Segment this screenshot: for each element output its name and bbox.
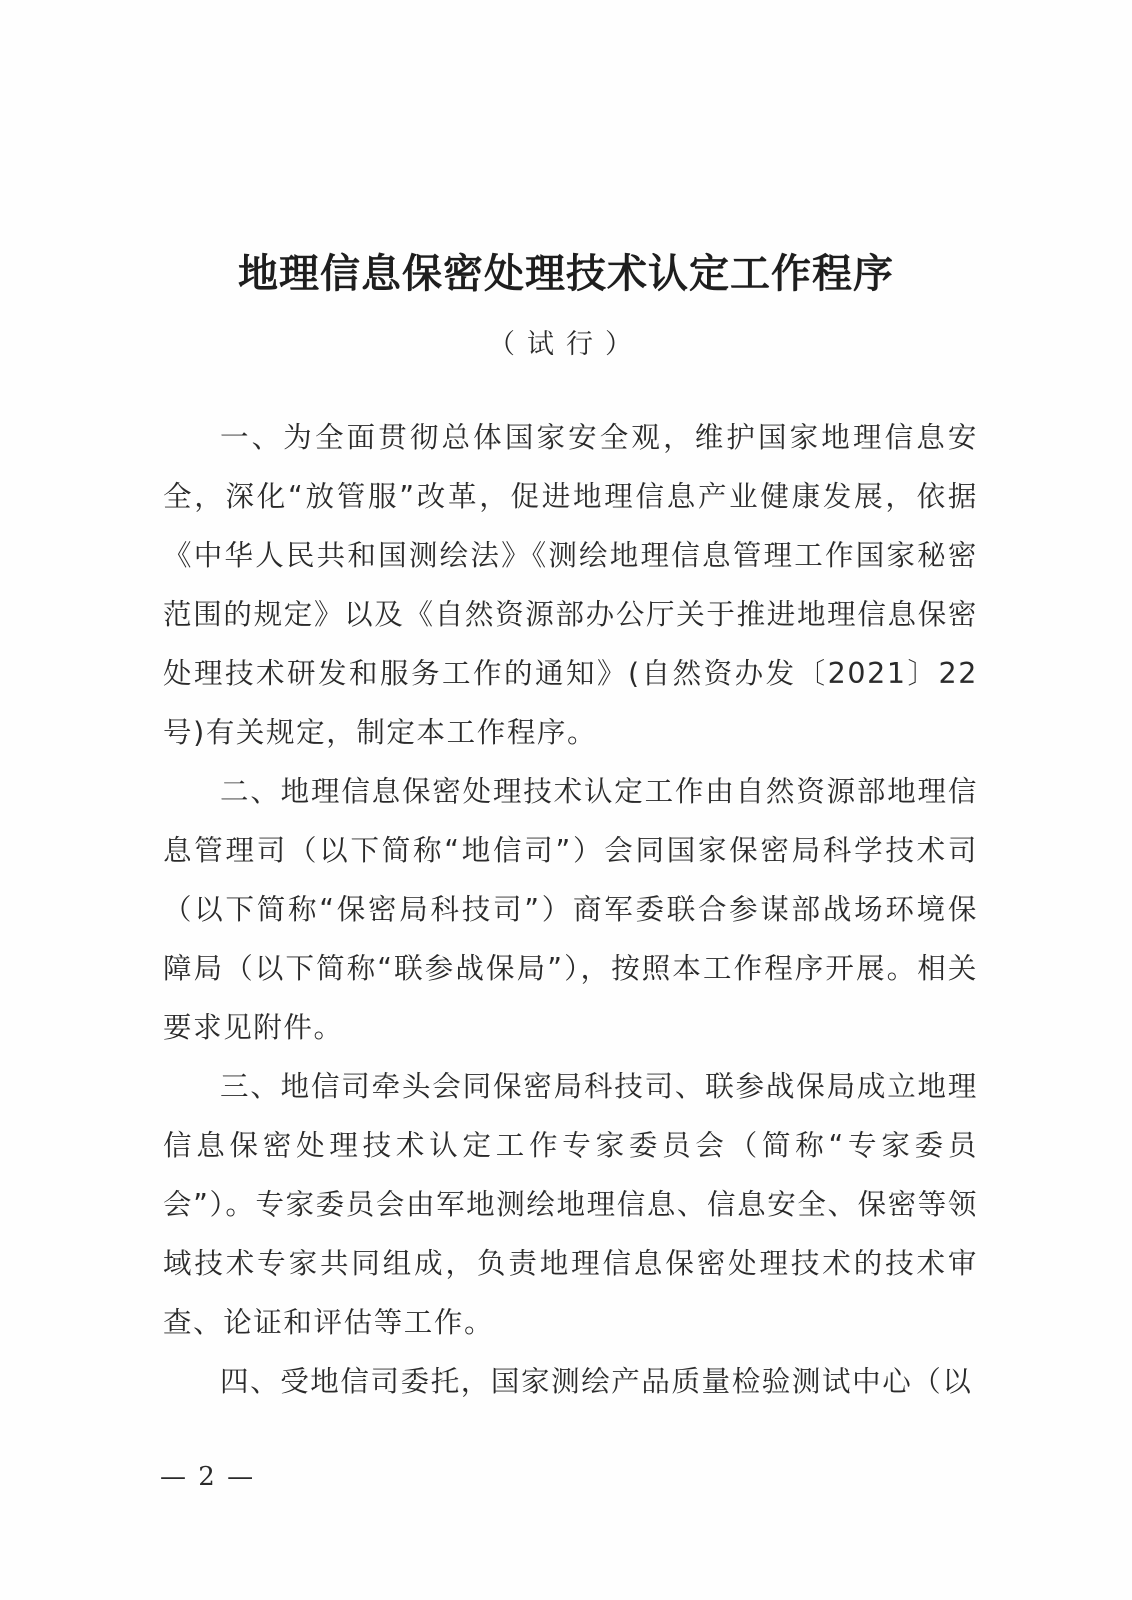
- document-title: 地理信息保密处理技术认定工作程序: [238, 250, 894, 297]
- page-number: — 2 —: [160, 1462, 256, 1492]
- paragraph-2: 二、地理信息保密处理技术认定工作由自然资源部地理信息管理司（以下简称“地信司”）会同国家保密局科学技术司（以下简称“保密局科技司”）商军委联合参谋部战场环境保障局（以下简称“联参战保局”），按照本工作程序开展。相关要求见附件。: [163, 775, 978, 1044]
- paragraph-4: 四、受地信司委托，国家测绘产品质量检验测试中心（以: [220, 1365, 973, 1398]
- paragraph-1: 一、为全面贯彻总体国家安全观，维护国家地理信息安全，深化“放管服”改革，促进地理信息产业健康发展，依据《中华人民共和国测绘法》《测绘地理信息管理工作国家秘密范围的规定》以及《自然资源部办公厅关于推进地理信息保密处理技术研发和服务工作的通知》(自然资办发〔2021〕22号)有关规定，制定本工作程序。: [163, 421, 978, 749]
- document-body: [163, 408, 978, 1411]
- paragraph-3: 三、地信司牵头会同保密局科技司、联参战保局成立地理信息保密处理技术认定工作专家委员会（简称“专家委员会”）。专家委员会由军地测绘地理信息、信息安全、保密等领域技术专家共同组成，负责地理信息保密处理技术的技术审查、论证和评估等工作。: [163, 1070, 978, 1339]
- document-subtitle: （试行）: [488, 329, 644, 360]
